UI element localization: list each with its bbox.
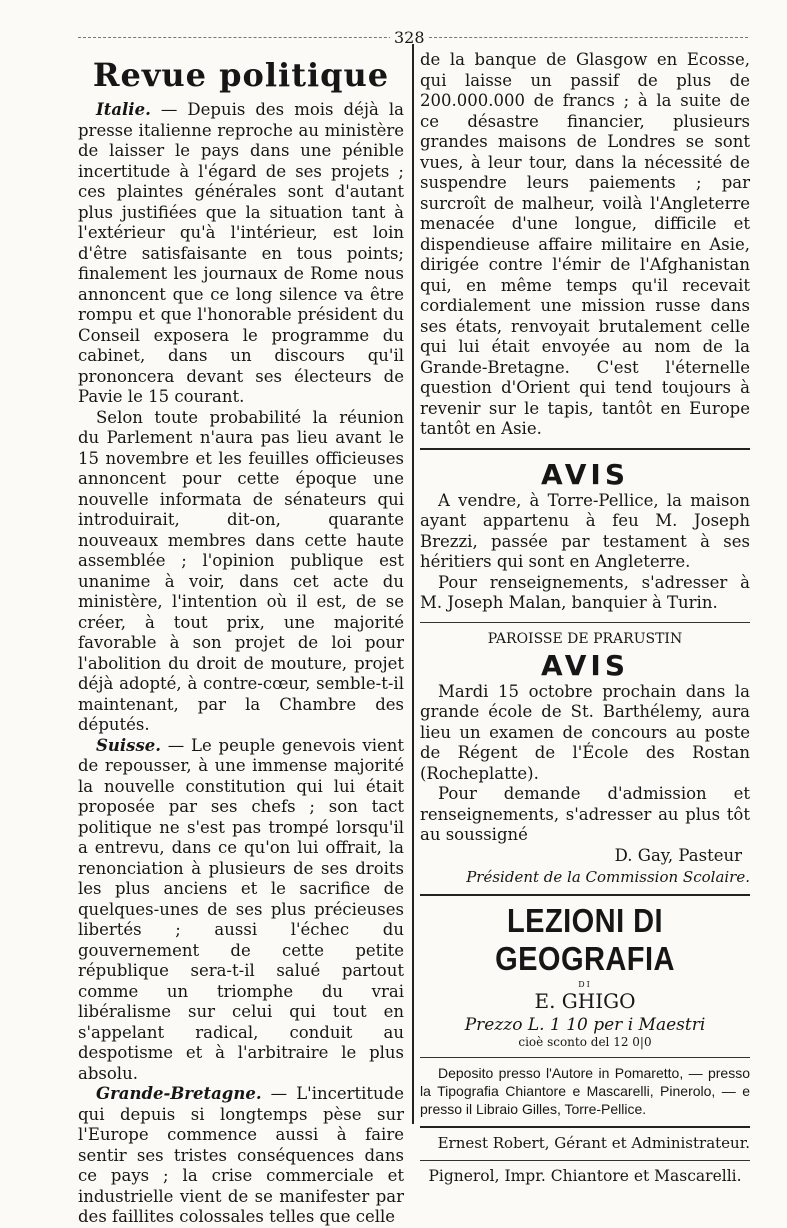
left-column [78, 50, 404, 1228]
notice-sale-contact: Pour renseignements, s'adresser à M. Joseph Malan, banquier à Turin. [420, 572, 750, 612]
grande-bretagne-text: — L'incertitude qui depuis si longtemps pèse sur l'Europe commence aussi à faire sentir ses tristes conséquences dans ce pays ; la crise commerciale et industrielle vient de se manifester par des faillites colossales telles que celle [78, 1084, 404, 1226]
suisse-text: — Le peuple genevois vient de repousser, à une immense majorité la nouvelle constitution qui lui était proposée par ses chefs ; son tact politique ne s'est pas trompé lorsqu'il a entrevu, dans ce qu'on lui offrait, la renonciation à plusieurs de ses droits les plus anciens et le sacrifice de quelques-unes de ses plus précieuses libertés ; aussi l'échec du gouvernement de cette petite république sera-t-il salué partout comme un triomphe du vrai libéralisme sur celui qui tout en s'appelant radical, conduit au despotisme et à l'arbitraire le plus absolu. [78, 735, 404, 1083]
country-label-italie: Italie. [96, 100, 151, 119]
country-label-suisse: Suisse. [96, 735, 162, 755]
page-number: 328 [390, 28, 429, 47]
section-divider [420, 448, 750, 450]
ad-discount: cioè sconto del 12 0|0 [518, 1034, 652, 1049]
article-italie [78, 100, 404, 408]
ad-title: LEZIONI DI GEOGRAFIA [495, 901, 675, 977]
notice-title: AVIS [540, 457, 630, 491]
grande-bretagne-continuation: de la banque de Glasgow en Ecosse, qui laisse un passif de plus de 200.000.000 de francs ; à la suite de ce désastre financier, plusieurs grandes maisons de Londres se sont vues, à leur tour, dans la nécessité de suspendre leurs paiements ; par surcroît de malheur, voilà l'Angleterre menacée d'une longue, difficile et dispendieuse affaire militaire en Asie, dirigée contre l'émir de l'Afghanistan qui, en même temps qu'il recevait cordialement une mission russe dans ses états, renvoyait brutalement celle qui lui était envoyée au nom de la Grande-Bretagne. C'est l'éternelle question d'Orient qui tend toujours à revenir sur le tapis, tantôt en Europe tantôt en Asie. [420, 50, 750, 438]
ad-by: DI [578, 979, 592, 989]
notice-title-2: AVIS [540, 648, 630, 682]
signature-title: Président de la Commission Scolaire. [466, 867, 750, 886]
section-title: Revue politique [92, 56, 390, 94]
ad-deposit-info: Deposito presso l'Autore in Pomaretto, — presso la Tipografia Chiantore e Mascarelli, Pinerolo, — e presso il Libraio Gilles, Torre-Pellice. [420, 1064, 750, 1117]
notice-exam-text: Mardi 15 octobre prochain dans la grande école de St. Barthélemy, aura lieu un examen de concours au poste de Régent de l'École des Rostan (Rocheplatte). [420, 681, 750, 783]
ad-price: Prezzo L. 1 10 per i Maestri [464, 1014, 706, 1035]
ad-author: E. GHIGO [534, 988, 636, 1013]
parish-heading: PAROISSE DE PRARUSTIN [487, 630, 683, 647]
notice-sale-text: A vendre, à Torre-Pellice, la maison ayant appartenu à feu M. Joseph Brezzi, passée par testament à ses héritiers qui sont en Angleterre. [420, 490, 750, 571]
section-divider [420, 1057, 750, 1058]
notice-exam-contact: Pour demande d'admission et renseignements, s'adresser au plus tôt au soussigné [420, 784, 750, 844]
italie-text: — Depuis des mois déjà la presse italienne reproche au ministère de laisser le pays dans une pénible incertitude à l'égard de ses projets ; ces plaintes générales sont d'autant plus justifiées que la situation tant à l'extérieur qu'à l'intérieur, est loin d'être satisfaisante en tous points; finalement les journaux de Rome nous annoncent que ce long silence va être rompu et que l'honorable président du Conseil exposera le programme du cabinet, dans un discours qu'il prononcera devant ses électeurs de Pavie le 15 courant. [78, 100, 404, 406]
column-divider [412, 44, 414, 1124]
section-divider [420, 622, 750, 623]
section-divider [420, 1160, 750, 1161]
signature-name: D. Gay, Pasteur [614, 845, 742, 865]
section-divider [420, 894, 750, 896]
section-divider [420, 1126, 750, 1128]
right-column [420, 50, 750, 1185]
printer-imprint: Pignerol, Impr. Chiantore et Mascarelli. [428, 1166, 742, 1185]
article-suisse [78, 736, 404, 1085]
publisher-manager: Ernest Robert, Gérant et Administrateur. [437, 1133, 750, 1152]
article-grande-bretagne [78, 1084, 404, 1228]
country-label-grande-bretagne: Grande-Bretagne. [96, 1084, 262, 1103]
italie-paragraph-2: Selon toute probabilité la réunion du Parlement n'aura pas lieu avant le 15 novembre et les feuilles officieuses annoncent pour cette époque une nouvelle informata de sénateurs qui introduirait, dit-on, quarante nouveaux membres dans cette haute assemblée ; l'opinion publique est unanime à voir, dans cet acte du ministère, l'intention où il est, de se créer, à tout prix, une majorité favorable à son projet de loi pour l'abolition du droit de mouture, projet déjà adopté, à contre-cœur, semble-t-il maintenant, par la Chambre des députés. [78, 407, 404, 734]
